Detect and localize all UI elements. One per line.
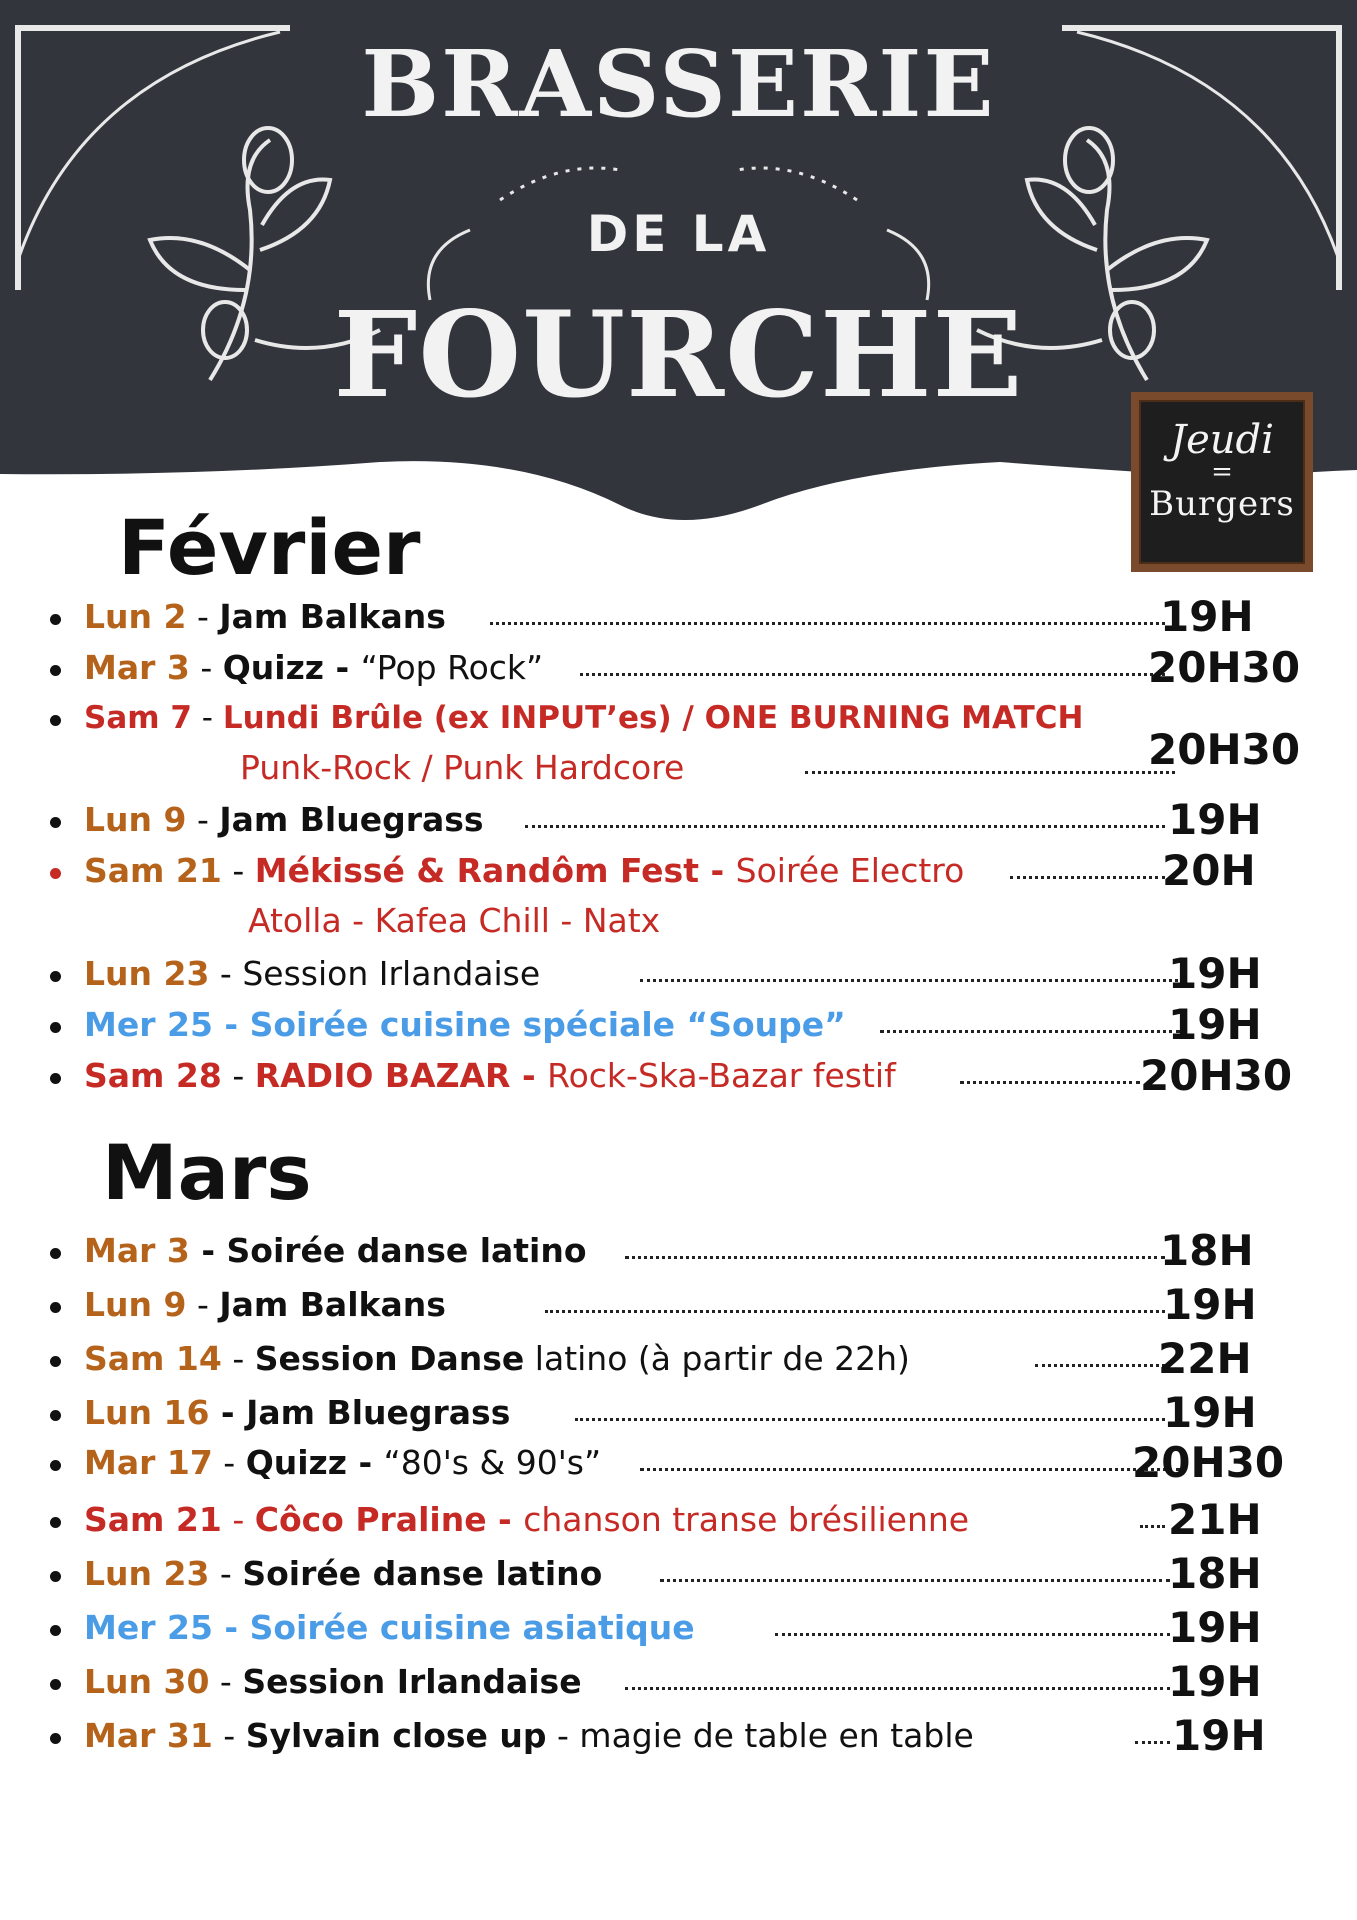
event-text: Mar 3 - Quizz - “Pop Rock” [84,648,544,687]
dot-leader [640,979,1185,982]
event-text: Lun 30 - Session Irlandaise [84,1662,582,1701]
event-day: Lun 2 [84,597,187,636]
dot-leader [880,1030,1180,1033]
dot-leader [960,1081,1140,1084]
event-day: Sam 14 [84,1339,222,1378]
event-detail-line2: Atolla - Kafea Chill - Natx [248,901,661,940]
event-detail: latino (à partir de 22h) [524,1339,910,1378]
event-day: Lun 9 [84,1285,187,1324]
event-time: 19H [1168,1603,1262,1652]
event-detail: Rock-Ska-Bazar festif [547,1056,896,1095]
bullet [50,1022,61,1033]
event-detail: - magie de table en table [546,1716,974,1755]
event-row [50,1334,1310,1384]
dot-leader [625,1256,1165,1259]
dot-leader [1135,1741,1170,1744]
event-row [50,795,1310,845]
event-time: 19H [1163,1388,1257,1437]
bullet [50,1248,61,1259]
bullet [50,1410,61,1421]
event-day: Mar 17 [84,1443,213,1482]
bullet [50,1073,61,1084]
dot-leader [1035,1364,1165,1367]
bullet [50,1679,61,1690]
event-time: 19H [1168,949,1262,998]
event-text: Lun 23 - Soirée danse latino [84,1554,603,1593]
event-day: Sam 7 [84,700,192,736]
bullet [50,971,61,982]
event-row [50,949,1310,999]
bullet [50,868,61,879]
event-day: Lun 30 [84,1662,210,1701]
chalkboard-header [0,0,1357,560]
event-detail: Punk-Rock / Punk Hardcore [240,748,685,787]
event-time: 19H [1168,1657,1262,1706]
event-row [50,1000,1310,1050]
event-title: Sylvain close up [245,1716,547,1755]
dot-leader [1010,876,1165,879]
event-title: Quizz - [222,648,361,687]
event-row [50,1711,1310,1761]
event-day: Lun 16 [84,1393,210,1432]
event-text: Sam 7 - Lundi Brûle (ex INPUT’es) / ONE BURNING MATCH [84,700,1084,736]
event-text: Mer 25 - Soirée cuisine spéciale “Soupe” [84,1005,846,1044]
dot-leader [660,1579,1170,1582]
bullet [50,614,61,625]
board-equals: = [1211,457,1233,487]
event-title: Quizz - [245,1443,384,1482]
event-title: Côco Praline - [254,1500,524,1539]
dot-leader [775,1633,1170,1636]
dot-leader [640,1468,1180,1471]
event-title: Lundi Brûle (ex INPUT’es) / ONE BURNING MATCH [222,700,1084,736]
event-time: 19H [1168,795,1262,844]
event-text: Lun 16 - Jam Bluegrass [84,1393,511,1432]
event-title: Soirée danse latino [242,1554,603,1593]
bullet [50,1356,61,1367]
event-time: 20H30 [1140,1051,1293,1100]
event-detail: chanson transe brésilienne [523,1500,970,1539]
event-time: 19H [1172,1711,1266,1760]
event-time: 19H [1160,592,1254,641]
event-text: Lun 2 - Jam Balkans [84,597,446,636]
event-day: Mar 3 [84,1231,190,1270]
event-title: Soirée danse latino [226,1231,587,1270]
event-title: Session Irlandaise [242,954,541,993]
dot-leader [625,1687,1170,1690]
event-row [50,1657,1310,1707]
bullet [50,1460,61,1471]
event-time: 19H [1163,1280,1257,1329]
logo-fourche: FOURCHE [333,285,1024,424]
bullet [50,665,61,676]
event-text: Sam 21 - Côco Praline - chanson transe brésilienne [84,1500,970,1539]
event-day: Lun 23 [84,954,210,993]
event-detail: “Pop Rock” [360,648,544,687]
board-burgers: Burgers [1149,484,1295,524]
event-time: 20H30 [1148,643,1301,692]
event-text: Lun 9 - Jam Balkans [84,1285,446,1324]
event-title: Mékissé & Randôm Fest - [254,851,736,890]
event-row [50,1051,1310,1101]
dot-leader [580,673,1165,676]
event-day: Mer 25 [84,1608,213,1647]
event-row [50,693,1310,793]
event-day: Lun 9 [84,800,187,839]
event-time: 20H [1162,846,1256,895]
bullet [50,817,61,828]
bullet [50,715,61,726]
event-title: Jam Bluegrass [246,1393,511,1432]
event-row [50,1549,1310,1599]
event-text: Mer 25 - Soirée cuisine asiatique [84,1608,695,1647]
event-title: Session Danse [254,1339,525,1378]
board-jeudi: Jeudi [1170,417,1274,463]
event-text: Sam 14 - Session Danse latino (à partir de 22h) [84,1339,910,1378]
dot-leader [545,1310,1165,1313]
event-row [50,1280,1310,1330]
bullet [50,1733,61,1744]
jeudi-burgers-board [1131,392,1313,572]
logo-brasserie: BRASSERIE [361,30,996,138]
bullet [50,1625,61,1636]
month-title-fevrier: Février [118,503,421,592]
event-row [50,1438,1310,1488]
event-row [50,1388,1310,1438]
event-title: Session Irlandaise [242,1662,582,1701]
dot-leader [525,825,1165,828]
event-text: Sam 21 - Mékissé & Randôm Fest - Soirée Electro [84,851,965,890]
event-time: 21H [1168,1495,1262,1544]
event-row [50,846,1310,946]
event-row [50,1226,1310,1276]
event-detail: “80's & 90's” [383,1443,602,1482]
event-time: 18H [1160,1226,1254,1275]
event-day: Sam 21 [84,851,222,890]
event-day: Sam 28 [84,1056,222,1095]
event-time: 20H30 [1148,725,1301,774]
event-detail: Soirée Electro [735,851,965,890]
event-time: 18H [1168,1549,1262,1598]
event-text: Mar 3 - Soirée danse latino [84,1231,587,1270]
event-text: Sam 28 - RADIO BAZAR - Rock-Ska-Bazar festif [84,1056,896,1095]
event-text: Lun 23 - Session Irlandaise [84,954,541,993]
event-day: Mer 25 [84,1005,213,1044]
bullet [50,1517,61,1528]
dot-leader [1140,1525,1165,1528]
event-title: RADIO BAZAR - [254,1056,548,1095]
event-row [50,1495,1310,1545]
event-text: Mar 31 - Sylvain close up - magie de table en table [84,1716,974,1755]
event-title: Jam Balkans [219,597,446,636]
month-title-mars: Mars [102,1128,312,1217]
event-row [50,1603,1310,1653]
event-title: Jam Bluegrass [219,800,484,839]
event-row [50,643,1310,693]
logo-de-la: DE LA [586,205,771,263]
event-title: Soirée cuisine spéciale “Soupe” [249,1005,846,1044]
event-text: Lun 9 - Jam Bluegrass [84,800,484,839]
event-text: Mar 17 - Quizz - “80's & 90's” [84,1443,602,1482]
dot-leader [805,771,1175,774]
event-day: Mar 3 [84,648,190,687]
event-day: Lun 23 [84,1554,210,1593]
event-time: 19H [1168,1000,1262,1049]
event-day: Sam 21 [84,1500,222,1539]
event-title: Soirée cuisine asiatique [249,1608,695,1647]
event-title: Jam Balkans [219,1285,446,1324]
event-row [50,592,1310,642]
event-day: Mar 31 [84,1716,213,1755]
event-time: 22H [1158,1334,1252,1383]
bullet [50,1302,61,1313]
dot-leader [575,1418,1165,1421]
event-time: 20H30 [1132,1438,1285,1487]
bullet [50,1571,61,1582]
dot-leader [490,622,1165,625]
